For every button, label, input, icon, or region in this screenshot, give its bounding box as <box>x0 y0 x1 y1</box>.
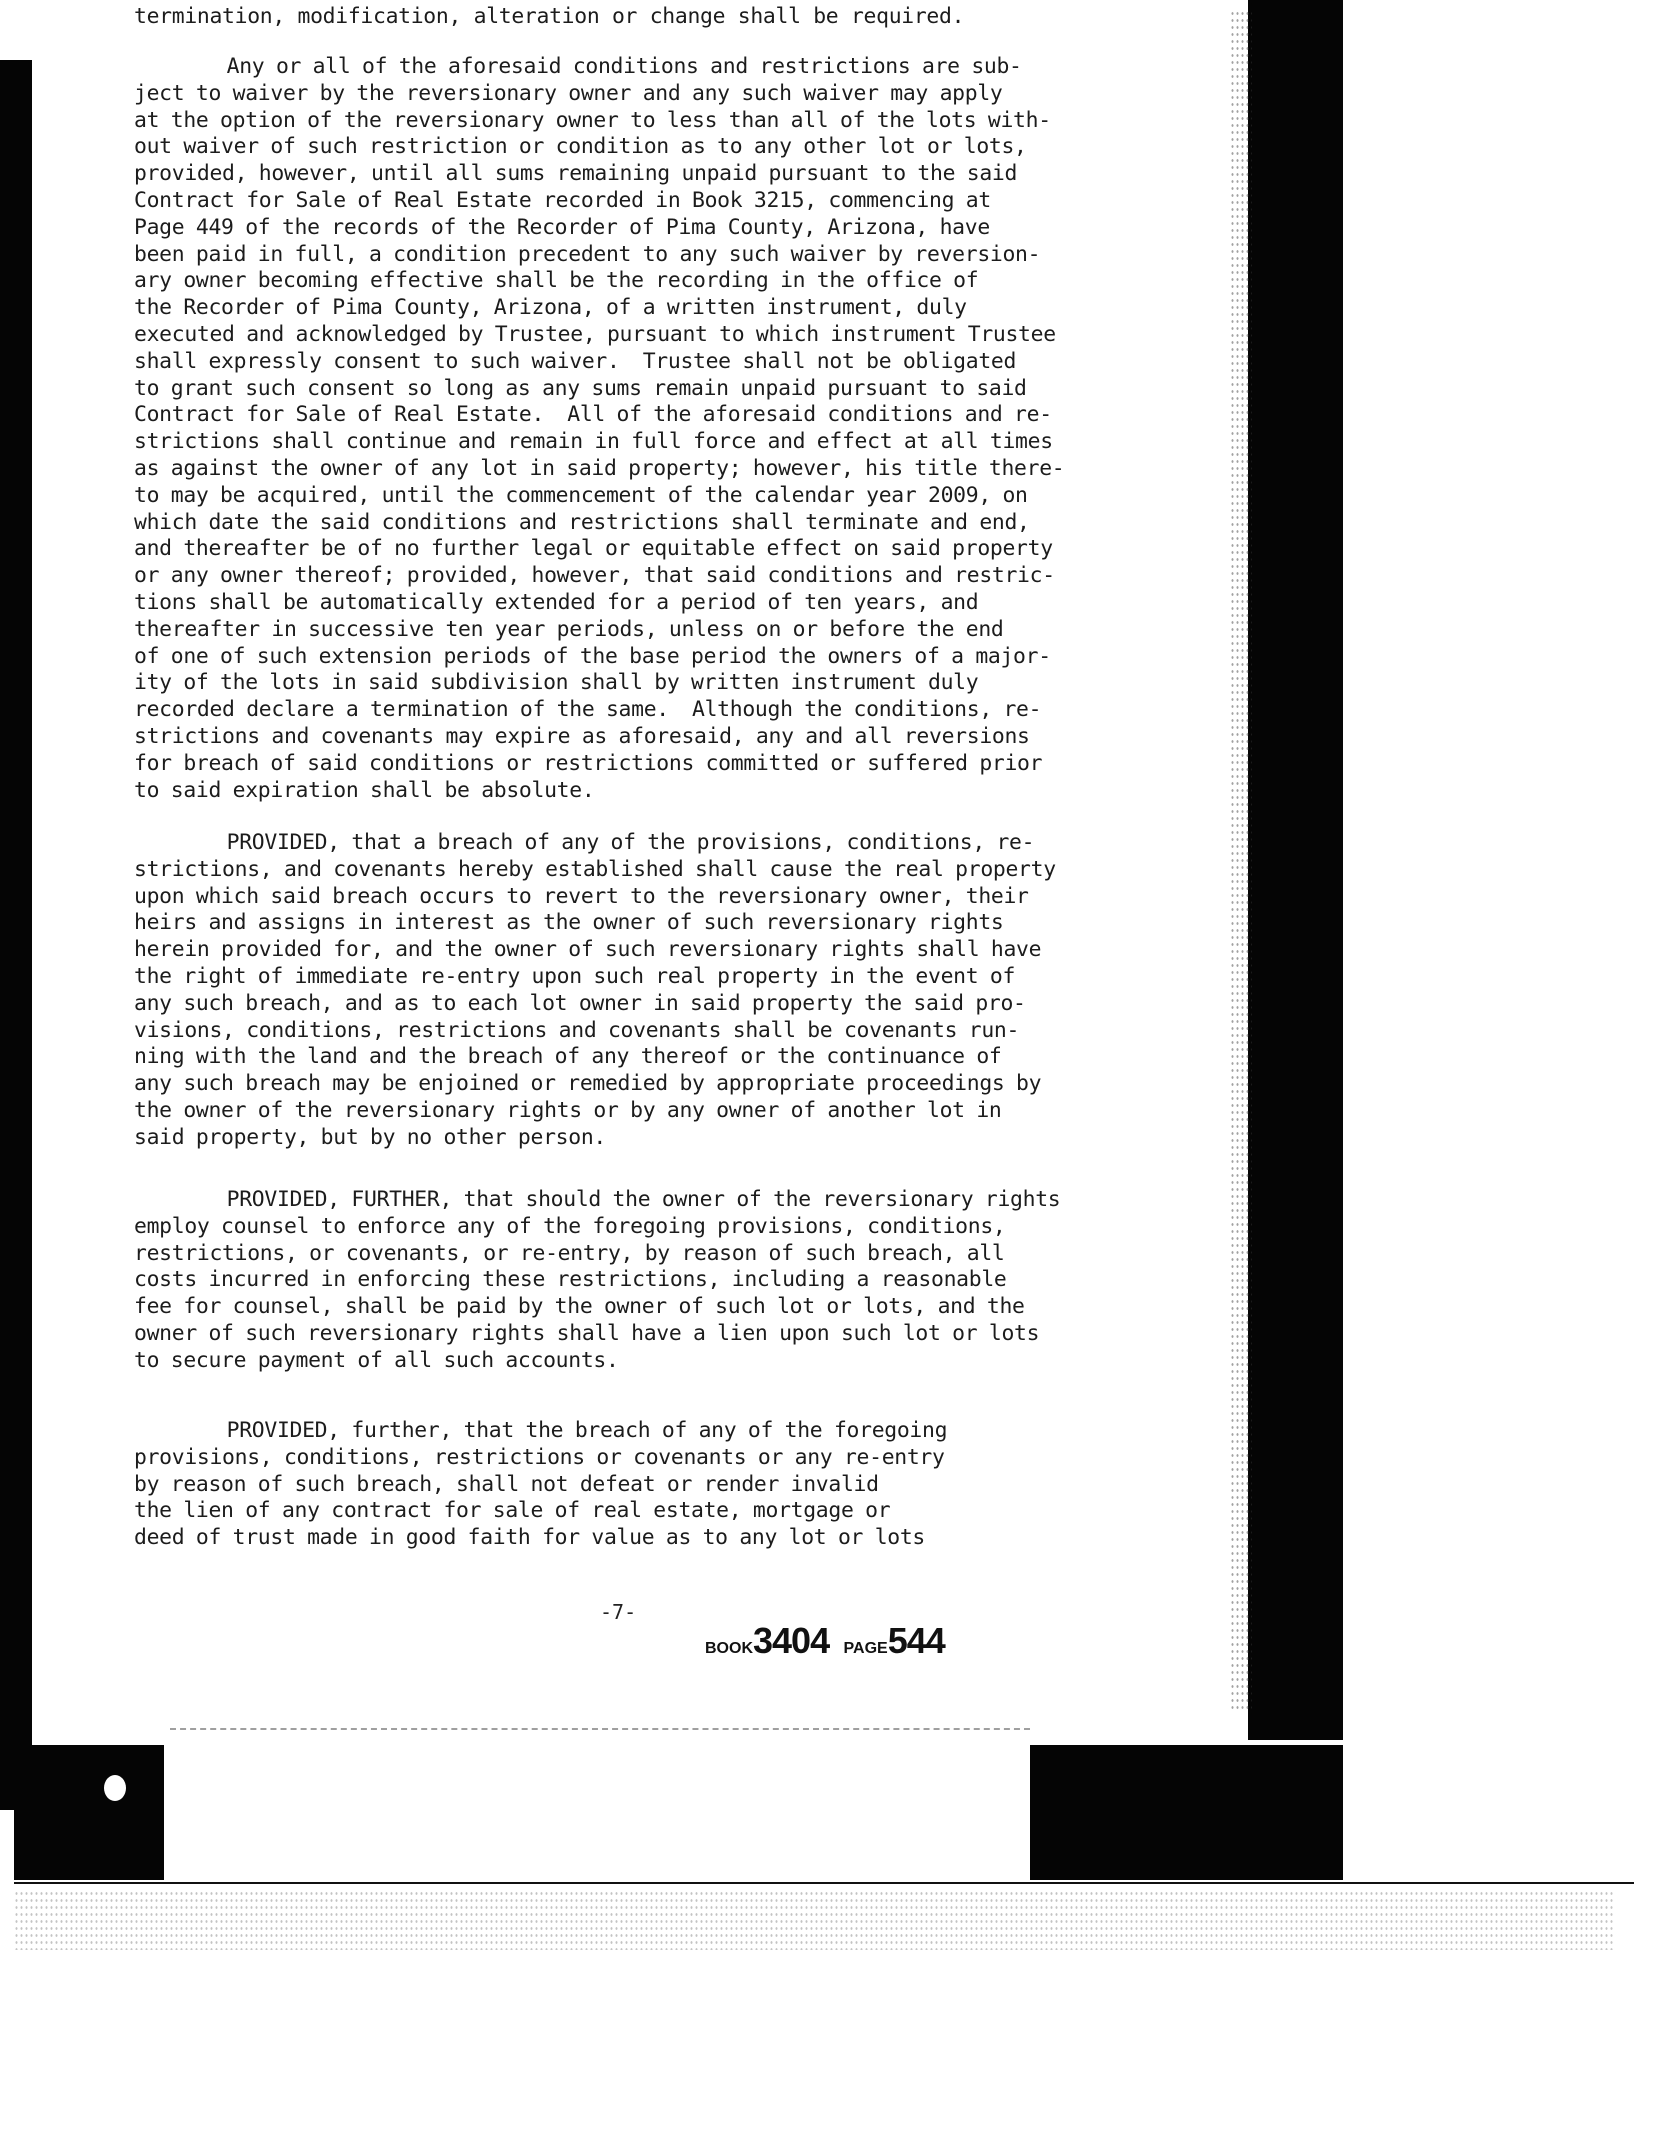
bottom-left-black-block <box>14 1745 164 1880</box>
paragraph-lien-protection: PROVIDED, further, that the breach of any of the foregoing provisions, conditions, restrictions or covenants or any re-entry by reason of such breach, shall not defeat or render invalid the lien of any contract for sale of real estate, mortgage or deed of trust made in good faith for value as to any lot or lots <box>134 1418 948 1551</box>
paragraph-breach-reversion: PROVIDED, that a breach of any of the provisions, conditions, re- strictions, and covenants hereby established shall cause the real property upon which said breach occurs to revert to the reversionary owner, their heirs and assigns in interest as the owner of such reversionary rights herein provided for, and the owner of such reversionary rights shall have the right of immediate re-entry upon such real property in the event of any such breach, and as to each lot owner in said property the said pro- visions, conditions, restrictions and covenants shall be covenants run- ning with the land and the breach of any thereof or the continuance of any such breach may be enjoined or remedied by appropriate proceedings by the owner of the reversionary rights or by any owner of another lot in said property, but by no other person. <box>134 830 1056 1150</box>
paragraph-counsel-costs: PROVIDED, FURTHER, that should the owner of the reversionary rights employ counsel to enforce any of the foregoing provisions, conditions, restrictions, or covenants, or re-entry, by reason of such breach, all costs incurred in enforcing these restrictions, including a reasonable fee for counsel, shall be paid by the owner of such lot or lots, and the owner of such reversionary rights shall have a lien upon such lot or lots to secure payment of all such accounts. <box>134 1187 1061 1373</box>
footer-dashed-line <box>170 1728 1030 1730</box>
book-label: BOOK <box>705 1640 753 1657</box>
continued-top-line: termination, modification, alteration or change shall be required. <box>134 4 965 29</box>
book-page-stamp <box>705 1620 945 1662</box>
book-number: 3404 <box>753 1620 830 1661</box>
bottom-rule <box>14 1882 1634 1884</box>
page-label: PAGE <box>843 1640 888 1657</box>
punch-hole-mark <box>104 1775 126 1801</box>
right-black-bar <box>1248 0 1343 1740</box>
paragraph-waiver: Any or all of the aforesaid conditions and restrictions are sub- ject to waiver by the reversionary owner and any such waiver may apply at the option of the reversionary owner to less than all of the lots with- out waiver of such restriction or condition as to any other lot or lots, provided, however, until all sums remaining unpaid pursuant to the said Contract for Sale of Real Estate recorded in Book 3215, commencing at Page 449 of the records of the Recorder of Pima County, Arizona, have been paid in full, a condition precedent to any such waiver by reversion- ary owner becoming effective shall be the recording in the office of the Recorder of Pima County, Arizona, of a written instrument, duly executed and acknowledged by Trustee, pursuant to which instrument Trustee shall expressly consent to such waiver. Trustee shall not be obligated to grant such consent so long as any sums remain unpaid pursuant to said Contract for Sale of Real Estate. All of the aforesaid conditions and re- strictions shall continue and remain in full force and effect at all times as against the owner of any lot in said property; however, his title there- to may be acquired, until the commencement of the calendar year 2009, on which date the said conditions and restrictions shall terminate and end, and thereafter be of no further legal or equitable effect on said property or any owner thereof; provided, however, that said conditions and restric- tions shall be automatically extended for a period of ten years, and thereafter in successive ten year periods, unless on or before the end of one of such extension periods of the base period the owners of a major- ity of the lots in said subdivision shall by written instrument duly recorded declare a termination of the same. Although the conditions, re- strictions and covenants may expire as aforesaid, any and all reversions for breach of said conditions or restrictions committed or suffered prior to said expiration shall be absolute. <box>134 54 1065 803</box>
bottom-speckle <box>14 1890 1614 1950</box>
right-margin-speckle <box>1230 10 1252 1710</box>
bottom-right-black-block <box>1030 1745 1343 1880</box>
page-number: -7- <box>600 1600 637 1624</box>
left-edge-shadow <box>0 60 32 1810</box>
page-ref: 544 <box>887 1620 945 1661</box>
